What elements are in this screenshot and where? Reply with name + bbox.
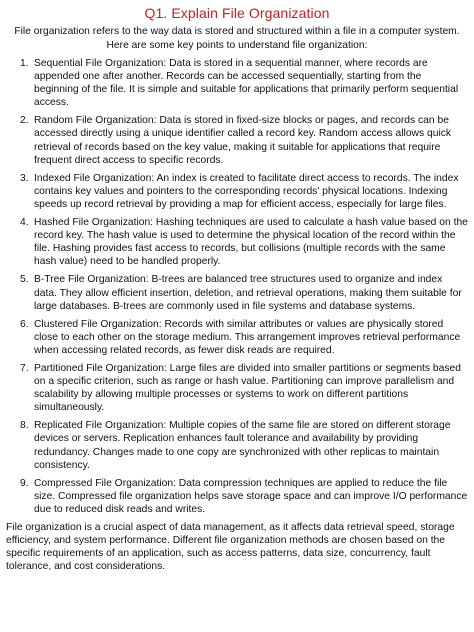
list-item (6, 114, 468, 166)
list-item-text: Replicated File Organization: Multiple copies of the same file are stored on different storage devices or servers. Replication enhances fault tolerance and availability by providing redundancy. Changes made to one copy are synchronized with other replicas to maintain consistency. (34, 420, 451, 471)
list-item-number: 2. (20, 115, 29, 127)
list-item-text: Clustered File Organization: Records with similar attributes or values are physically stored close to each other on the storage medium. This arrangement improves retrieval performance when accessing related records, as fewer disk reads are required. (34, 318, 461, 356)
list-item-number: 4. (20, 217, 29, 229)
list-item-text: Indexed File Organization: An index is created to facilitate direct access to records. The index contains key values and pointers to the corresponding records' physical locations. Indexing speeds up record retrieval by providing a map for efficient access, especially for large files. (34, 172, 459, 210)
list-item (6, 216, 468, 268)
list-item-text: Hashed File Organization: Hashing techniques are used to calculate a hash value based on the record key. The hash value is used to determine the physical location of the record within the file. Hashing provides fast access to records, but collisions (multiple records with the same hash value) need to be handled properly. (34, 217, 468, 268)
list-item (6, 318, 468, 357)
list-item (6, 273, 468, 312)
list-item-number: 1. (20, 58, 29, 69)
intro-paragraph: File organization refers to the way data is stored and structured within a file in a computer system. Here are some key points to understand file organization: (14, 26, 460, 51)
list-item (6, 477, 468, 516)
points-list (6, 57, 468, 516)
list-item-number: 9. (20, 477, 29, 489)
list-item-number: 8. (20, 420, 29, 432)
list-item-text: Compressed File Organization: Data compression techniques are applied to reduce the file size. Compressed file organization helps save storage space and can improve I/O performance due to reduced disk reads and writes. (34, 477, 468, 515)
list-item (6, 57, 468, 109)
list-item-number: 5. (20, 274, 29, 286)
list-item-number: 3. (20, 172, 29, 184)
list-item-text: B-Tree File Organization: B-trees are balanced tree structures used to organize and index data. They allow efficient insertion, deletion, and retrieval operations, making them suitable for large databases. B-trees are commonly used in file systems and database systems. (34, 274, 462, 312)
list-item (6, 419, 468, 471)
list-item-text: Random File Organization: Data is stored in fixed-size blocks or pages, and records can be accessed directly using a unique identifier called a record key. Random access allows quick retrieval of records based on the key value, making it suitable for applications that require frequent direct access to specific records. (34, 115, 452, 166)
list-item-text: Partitioned File Organization: Large files are divided into smaller partitions or segments based on a specific criterion, such as range or hash value. Partitioning can improve parallelism and scalability by allowing multiple processes or systems to work on different partitions simultaneously. (34, 362, 461, 414)
list-item-text: Sequential File Organization: Data is stored in a sequential manner, where records are appended one after another. Records can be accessed sequentially, starting from the beginning of the file. It is simple and suitable for applications that primarily perform sequential access. (34, 58, 459, 109)
list-item (6, 172, 468, 211)
conclusion-paragraph: File organization is a crucial aspect of data management, as it affects data retrieval speed, storage efficiency, and system performance. Different file organization methods are chosen based on the specific requirements of an application, such as access patterns, data size, concurrency, fault tolerance, and cost considerations. (6, 522, 455, 573)
list-item (6, 362, 468, 414)
list-item-number: 6. (20, 318, 29, 330)
page-title: Q1. Explain File Organization (144, 5, 330, 21)
list-item-number: 7. (20, 362, 29, 374)
